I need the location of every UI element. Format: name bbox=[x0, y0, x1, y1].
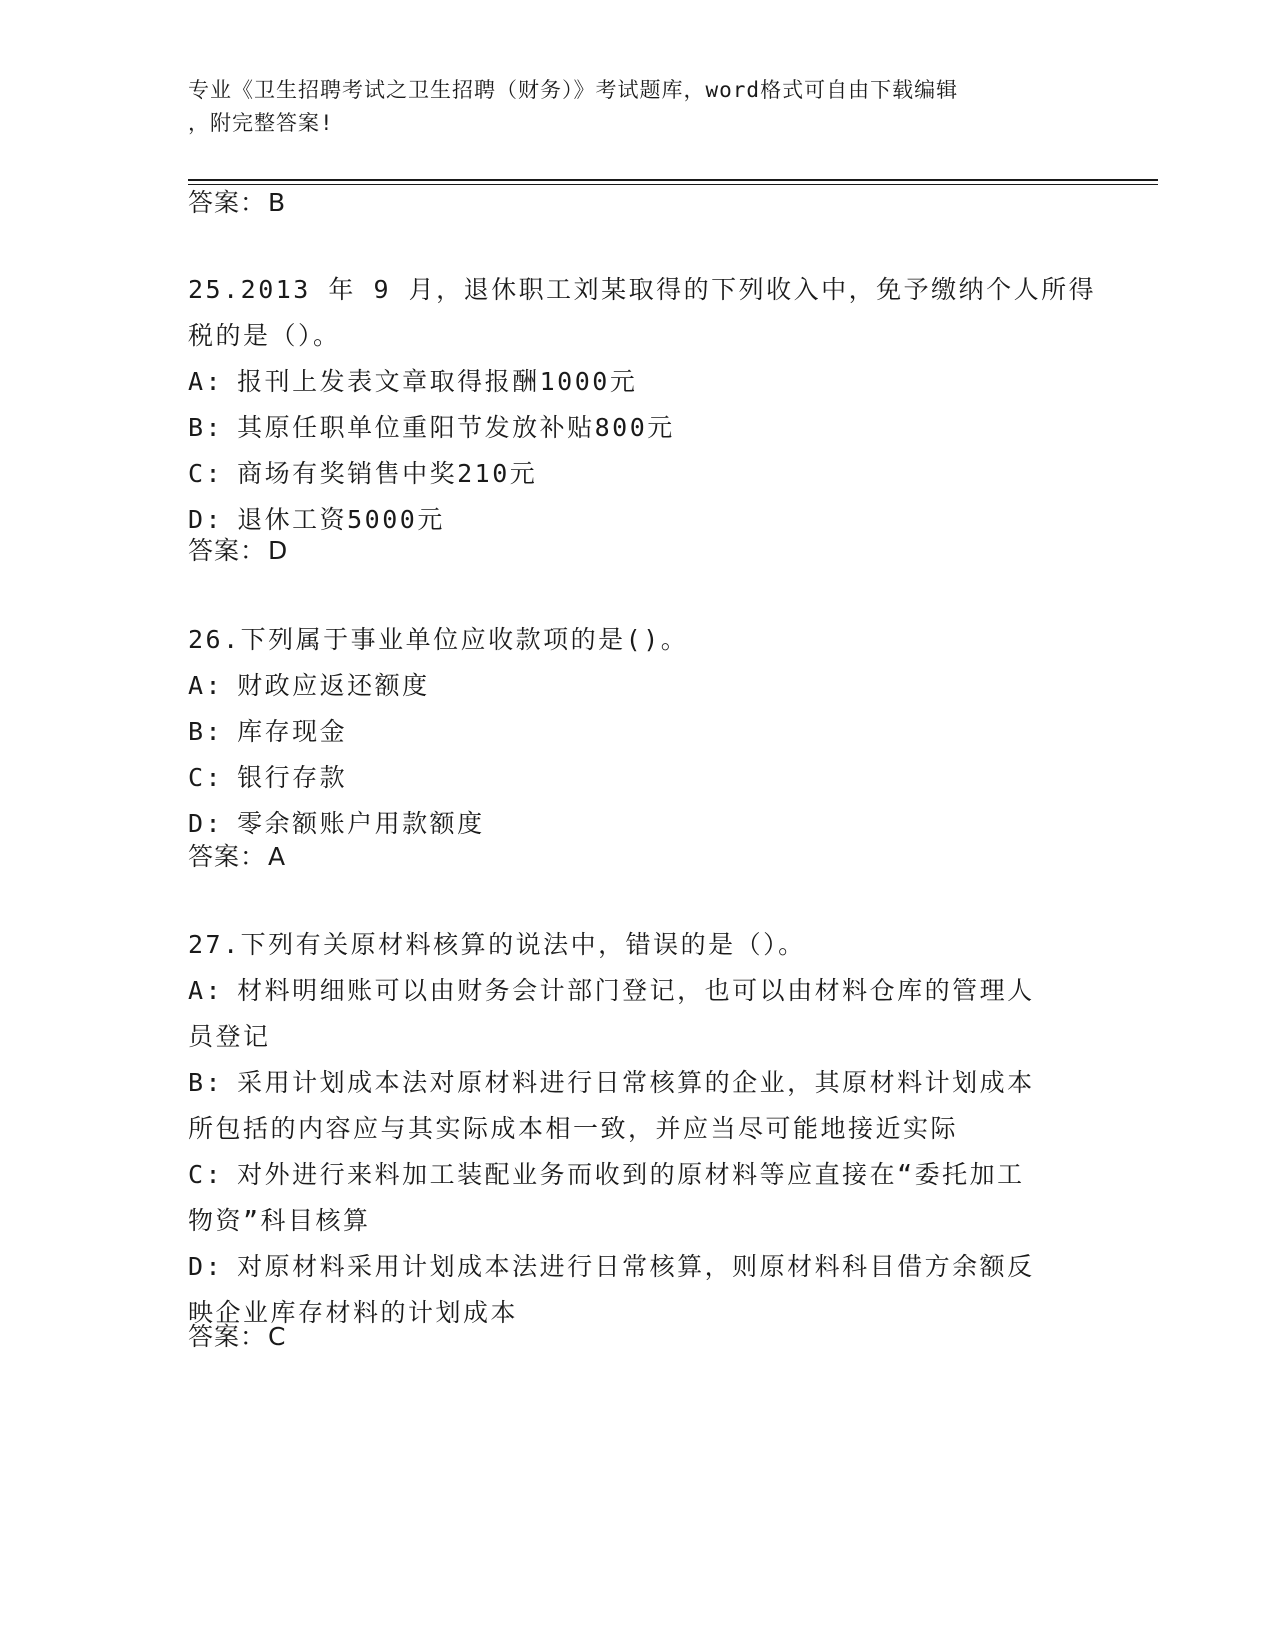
header-line-2: ，附完整答案! bbox=[188, 111, 334, 135]
answer-26 bbox=[188, 840, 286, 874]
answer-label: 答案： bbox=[188, 1322, 267, 1351]
option-a-continued: 员登记 bbox=[188, 1022, 271, 1051]
option-a bbox=[188, 968, 1088, 1014]
question-stem-line: 27.下列有关原材料核算的说法中，错误的是（）。 bbox=[188, 930, 806, 959]
option-c bbox=[188, 755, 1088, 801]
answer-label: 答案： bbox=[188, 188, 267, 217]
option-c bbox=[188, 451, 1088, 497]
question-27 bbox=[188, 922, 1088, 1336]
header-rule-thin bbox=[188, 184, 1158, 185]
answer-27 bbox=[188, 1320, 286, 1354]
answer-value: A bbox=[268, 842, 287, 871]
answer-label: 答案： bbox=[188, 842, 267, 871]
option-key: C: bbox=[188, 459, 224, 488]
option-a bbox=[188, 663, 1088, 709]
header-line-1: 专业《卫生招聘考试之卫生招聘（财务）》考试题库，word格式可自由下载编辑 bbox=[188, 78, 959, 102]
option-key: C: bbox=[188, 1160, 224, 1189]
option-key: A: bbox=[188, 367, 224, 396]
answer-value: B bbox=[268, 188, 287, 217]
option-key: B: bbox=[188, 413, 224, 442]
question-stem-line: 税的是（）。 bbox=[188, 321, 341, 350]
document-header bbox=[188, 74, 1088, 140]
option-d bbox=[188, 497, 1088, 543]
option-b bbox=[188, 709, 1088, 755]
question-25 bbox=[188, 267, 1097, 543]
option-c bbox=[188, 1152, 1088, 1198]
option-text: 银行存款 bbox=[237, 763, 348, 792]
option-b bbox=[188, 405, 1088, 451]
option-key: A: bbox=[188, 976, 224, 1005]
answer-value: C bbox=[268, 1322, 287, 1351]
option-d bbox=[188, 801, 1088, 847]
option-text: 退休工资5000元 bbox=[237, 505, 445, 534]
option-b-continued: 所包括的内容应与其实际成本相一致，并应当尽可能地接近实际 bbox=[188, 1114, 959, 1143]
option-d-continued: 映企业库存材料的计划成本 bbox=[188, 1298, 519, 1327]
header-rule-thick bbox=[188, 179, 1158, 181]
option-text: 商场有奖销售中奖210元 bbox=[237, 459, 538, 488]
option-d bbox=[188, 1244, 1088, 1290]
option-text: 采用计划成本法对原材料进行日常核算的企业，其原材料计划成本 bbox=[237, 1068, 1035, 1097]
option-text: 材料明细账可以由财务会计部门登记，也可以由材料仓库的管理人 bbox=[237, 976, 1035, 1005]
option-key: D: bbox=[188, 1252, 224, 1281]
option-key: B: bbox=[188, 1068, 224, 1097]
option-text: 对原材料采用计划成本法进行日常核算，则原材料科目借方余额反 bbox=[237, 1252, 1035, 1281]
option-text: 其原任职单位重阳节发放补贴800元 bbox=[237, 413, 675, 442]
option-b bbox=[188, 1060, 1088, 1106]
answer-label: 答案： bbox=[188, 536, 267, 565]
option-a bbox=[188, 359, 1088, 405]
option-key: D: bbox=[188, 505, 224, 534]
option-text: 零余额账户用款额度 bbox=[237, 809, 485, 838]
option-text: 报刊上发表文章取得报酬1000元 bbox=[237, 367, 638, 396]
question-26 bbox=[188, 617, 1088, 847]
option-key: A: bbox=[188, 671, 224, 700]
option-text: 财政应返还额度 bbox=[237, 671, 430, 700]
option-key: C: bbox=[188, 763, 224, 792]
answer-value: D bbox=[268, 536, 289, 565]
option-c-continued: 物资”科目核算 bbox=[188, 1206, 371, 1235]
option-key: B: bbox=[188, 717, 224, 746]
option-key: D: bbox=[188, 809, 224, 838]
answer-25 bbox=[188, 534, 288, 568]
question-stem-line: 25.2013 年 9 月，退休职工刘某取得的下列收入中，免予缴纳个人所得 bbox=[188, 275, 1097, 304]
question-stem-line: 26.下列属于事业单位应收款项的是()。 bbox=[188, 625, 689, 654]
option-text: 库存现金 bbox=[237, 717, 348, 746]
option-text: 对外进行来料加工装配业务而收到的原材料等应直接在“委托加工 bbox=[237, 1160, 1025, 1189]
prev-answer bbox=[188, 186, 286, 220]
